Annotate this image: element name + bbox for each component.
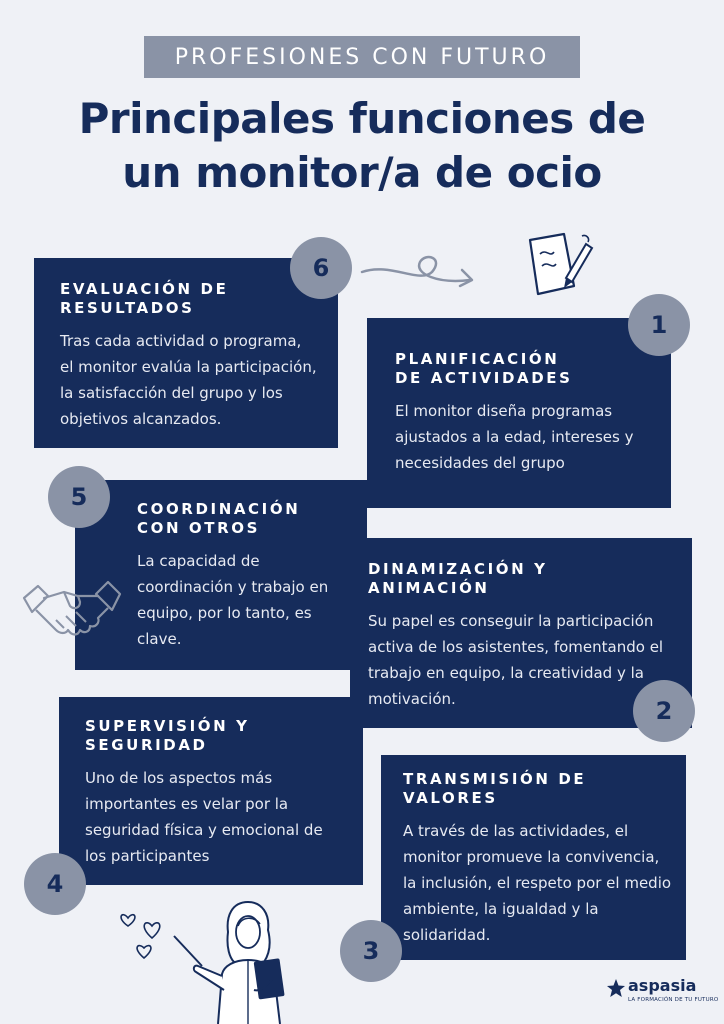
aspasia-logo [606, 976, 719, 1016]
handshake-icon [20, 576, 124, 646]
teacher-illustration [168, 896, 318, 1024]
card-transmision-title: TRANSMISIÓN DE VALORES [403, 770, 587, 807]
card-dinamizacion-title: DINAMIZACIÓN Y ANIMACIÓN [368, 560, 548, 597]
title-line-1: Principales funciones de [78, 94, 646, 143]
badge-3: 3 [340, 920, 402, 982]
badge-2: 2 [633, 680, 695, 742]
badge-6: 6 [290, 237, 352, 299]
card-supervision-title: SUPERVISIÓN Y SEGURIDAD [85, 717, 250, 754]
star-logo-icon [606, 978, 626, 998]
card-coordinacion-title: COORDINACIÓN CON OTROS [137, 500, 301, 537]
logo-slogan: LA FORMACIÓN DE TU FUTURO [628, 997, 719, 1003]
document-pen-icon [520, 228, 596, 304]
card-supervision [59, 697, 363, 885]
hearts-icon [118, 904, 170, 970]
card-evaluacion-title: EVALUACIÓN DE RESULTADOS [60, 280, 229, 317]
title-line-2: un monitor/a de ocio [122, 148, 602, 197]
card-evaluacion [34, 258, 338, 448]
card-supervision-text: Uno de los aspectos más importantes es velar por la seguridad física y emocional de los participantes [85, 769, 323, 865]
tagline: PROFESIONES CON FUTURO [144, 36, 580, 78]
badge-1: 1 [628, 294, 690, 356]
card-evaluacion-text: Tras cada actividad o programa, el monitor evalúa la participación, la satisfacción del grupo y los objetivos alcanzados. [60, 332, 317, 428]
arrow-icon [360, 244, 490, 296]
card-transmision [381, 755, 686, 960]
logo-name: aspasia [628, 976, 697, 995]
card-transmision-text: A través de las actividades, el monitor promueve la convivencia, la inclusión, el respeto por el medio ambiente, la igualdad y la solidaridad. [403, 822, 672, 944]
badge-5: 5 [48, 466, 110, 528]
card-planificacion-title: PLANIFICACIÓN DE ACTIVIDADES [395, 350, 573, 387]
card-planificacion [367, 318, 671, 508]
page-title [20, 92, 704, 200]
card-coordinacion-text: La capacidad de coordinación y trabajo en equipo, por lo tanto, es clave. [137, 552, 329, 648]
card-planificacion-text: El monitor diseña programas ajustados a la edad, intereses y necesidades del grupo [395, 402, 634, 472]
card-dinamizacion-text: Su papel es conseguir la participación activa de los asistentes, fomentando el trabajo en equipo, la creatividad y la motivación. [368, 612, 664, 708]
badge-4: 4 [24, 853, 86, 915]
